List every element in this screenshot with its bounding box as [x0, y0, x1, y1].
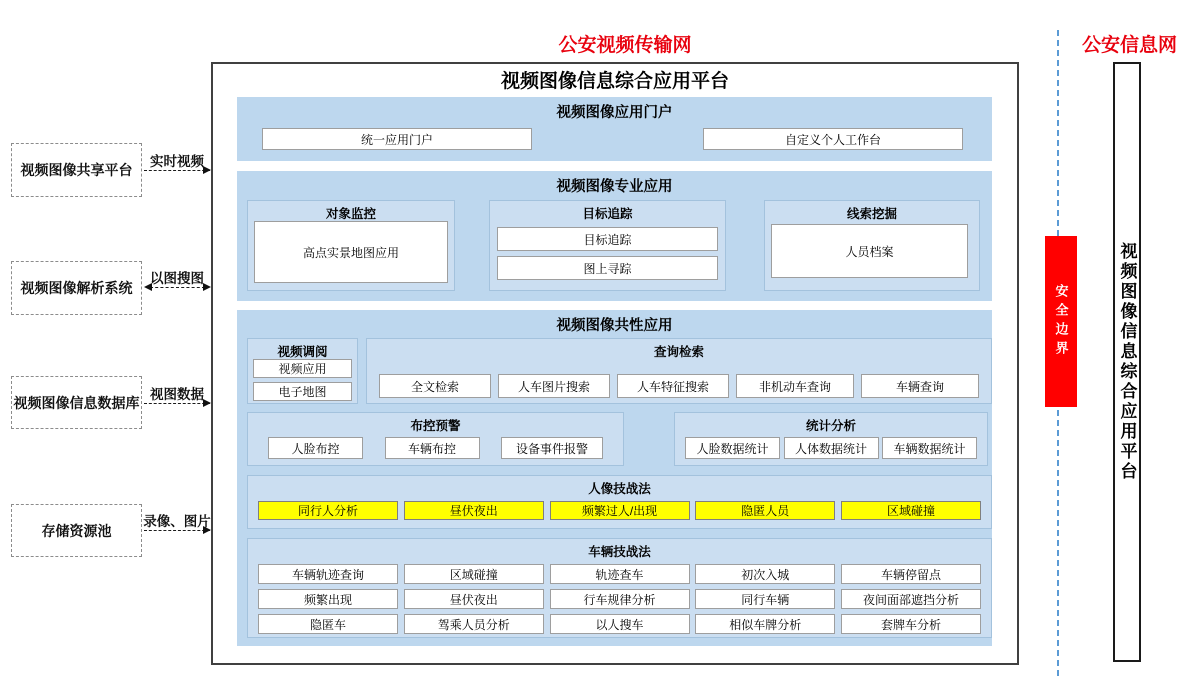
- dashed-arrow: [150, 287, 205, 288]
- group-vehicle-tactics: [247, 538, 992, 638]
- app-button: 高点实景地图应用: [254, 221, 448, 283]
- tactic-button-highlighted: 同行人分析: [258, 501, 398, 520]
- tactic-button: 车辆轨迹查询: [258, 564, 398, 584]
- tactic-button: 驾乘人员分析: [404, 614, 544, 634]
- info-network-title: 公安信息网: [1081, 35, 1177, 56]
- app-button: 人脸布控: [268, 437, 363, 459]
- arrow-label: 实时视频: [150, 154, 204, 169]
- tactic-button: 行车规律分析: [550, 589, 690, 609]
- tactic-button: 以人搜车: [550, 614, 690, 634]
- section-portal-title: 视频图像应用门户: [556, 105, 673, 121]
- section-professional-title: 视频图像专业应用: [556, 179, 673, 195]
- arrow-right-icon: [203, 399, 211, 407]
- tactic-button-highlighted: 隐匿人员: [695, 501, 835, 520]
- tactic-button: 初次入城: [695, 564, 835, 584]
- app-button: 人车图片搜索: [498, 374, 610, 398]
- tactic-button-highlighted: 区域碰撞: [841, 501, 981, 520]
- info-network-platform-label: 视频图像信息综合应用平台: [1117, 242, 1137, 482]
- group-query-search-title: 查询检索: [653, 345, 704, 359]
- app-button: 设备事件报警: [501, 437, 603, 459]
- tactic-button: 隐匿车: [258, 614, 398, 634]
- transport-network-title: 公安视频传输网: [558, 35, 692, 56]
- app-button: 人体数据统计: [784, 437, 879, 459]
- external-system-parsing-system: 视频图像解析系统: [11, 261, 142, 315]
- group-person-tactics-title: 人像技战法: [588, 482, 651, 496]
- arrow-left-icon: [144, 283, 152, 291]
- dashed-arrow: [144, 403, 210, 404]
- security-boundary-label: 安全边界: [1053, 283, 1069, 360]
- external-system-info-database: 视频图像信息数据库: [11, 376, 142, 429]
- app-button: 图上寻踪: [497, 256, 718, 280]
- group-person-tactics: [247, 475, 992, 529]
- dashed-arrow: [144, 170, 210, 171]
- tactic-button: 车辆停留点: [841, 564, 981, 584]
- arrow-right-icon: [203, 283, 211, 291]
- group-object-monitor-title: 对象监控: [325, 207, 376, 221]
- arrow-label: 视图数据: [150, 387, 204, 402]
- app-button: 目标追踪: [497, 227, 718, 251]
- app-button: 车辆数据统计: [882, 437, 977, 459]
- app-button: 人车特征搜索: [617, 374, 729, 398]
- group-clue-mining-title: 线索挖掘: [846, 207, 897, 221]
- app-button: 视频应用: [253, 359, 352, 378]
- external-system-sharing-platform: 视频图像共享平台: [11, 143, 142, 197]
- group-control-warning-title: 布控预警: [410, 419, 461, 433]
- group-target-tracking-title: 目标追踪: [582, 207, 633, 221]
- tactic-button: 区域碰撞: [404, 564, 544, 584]
- group-statistics: [674, 412, 988, 466]
- arrow-right-icon: [203, 166, 211, 174]
- tactic-button: 轨迹查车: [550, 564, 690, 584]
- tactic-button-highlighted: 昼伏夜出: [404, 501, 544, 520]
- app-button: 电子地图: [253, 382, 352, 401]
- tactic-button: 相似车牌分析: [695, 614, 835, 634]
- external-system-storage-pool: 存储资源池: [11, 504, 142, 557]
- tactic-button: 频繁出现: [258, 589, 398, 609]
- tactic-button: 昼伏夜出: [404, 589, 544, 609]
- group-control-warning: [247, 412, 624, 466]
- app-button: 人员档案: [771, 224, 968, 278]
- app-button: 全文检索: [379, 374, 491, 398]
- platform-title: 视频图像信息综合应用平台: [500, 71, 729, 92]
- group-statistics-title: 统计分析: [805, 419, 856, 433]
- tactic-button: 套牌车分析: [841, 614, 981, 634]
- arrow-label: 录像、图片: [143, 514, 211, 529]
- security-boundary-bar: [1045, 236, 1077, 407]
- tactic-button: 夜间面部遮挡分析: [841, 589, 981, 609]
- app-button: 车辆布控: [385, 437, 480, 459]
- app-button: 人脸数据统计: [685, 437, 780, 459]
- tactic-button-highlighted: 频繁过人/出现: [550, 501, 690, 520]
- section-common-title: 视频图像共性应用: [556, 318, 673, 334]
- arrow-label: 以图搜图: [150, 271, 204, 286]
- app-button: 非机动车查询: [736, 374, 854, 398]
- dashed-arrow: [144, 530, 210, 531]
- info-network-platform-bar: [1113, 62, 1141, 662]
- group-video-review-title: 视频调阅: [277, 345, 328, 359]
- portal-button: 自定义个人工作台: [703, 128, 963, 150]
- portal-button: 统一应用门户: [262, 128, 532, 150]
- arrow-right-icon: [203, 526, 211, 534]
- app-button: 车辆查询: [861, 374, 979, 398]
- group-vehicle-tactics-title: 车辆技战法: [588, 545, 651, 559]
- tactic-button: 同行车辆: [695, 589, 835, 609]
- group-query-search: [366, 338, 992, 404]
